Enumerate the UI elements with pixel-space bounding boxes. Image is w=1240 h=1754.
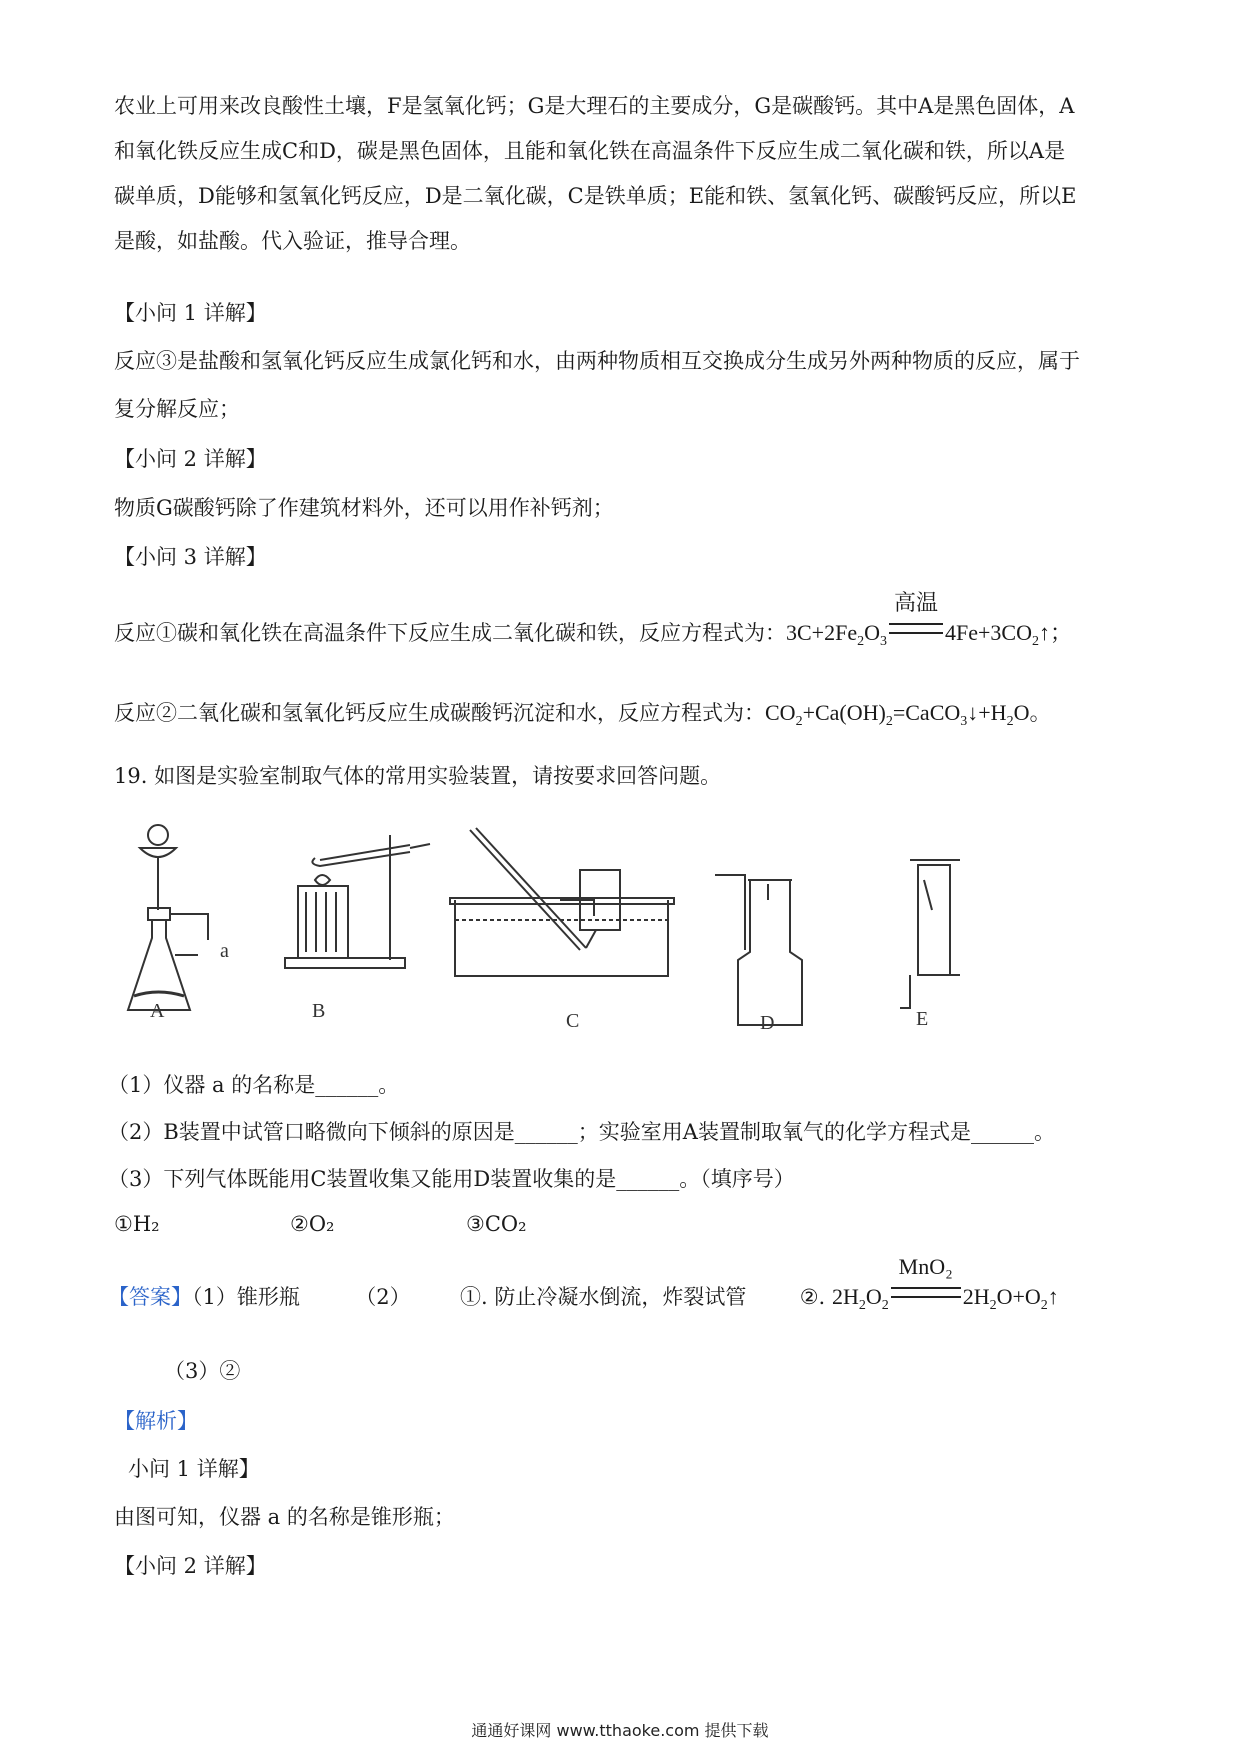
answer-2a: ①. 防止冷凝水倒流，炸裂试管 <box>460 1285 747 1309</box>
option-co2: ③CO₂ <box>466 1212 527 1236</box>
paragraph-line: 和氧化铁反应生成C和D，碳是黑色固体，且能和氧化铁在高温条件下反应生成二氧化碳和铁，所以A是 <box>114 139 1066 163</box>
apparatus-drawing <box>120 800 960 1040</box>
section-heading: 小问 1 详解】 <box>128 1457 260 1481</box>
analysis-tag: 【解析】 <box>114 1409 198 1433</box>
apparatus-label-a: A <box>150 1000 165 1022</box>
apparatus-d-drawing <box>715 875 802 1025</box>
answer-tag: 【答案】 <box>108 1285 192 1309</box>
answer-2b: ②. <box>799 1285 826 1309</box>
section-heading: 【小问 2 详解】 <box>114 447 267 471</box>
option-h2: ①H₂ <box>114 1212 160 1236</box>
pointer-label-a: a <box>220 940 229 962</box>
question-19: 19. 如图是实验室制取气体的常用实验装置，请按要求回答问题。 <box>114 764 722 788</box>
paragraph-line: 碳单质，D能够和氢氧化钙反应，D是二氧化碳，C是铁单质；E能和铁、氢氧化钙、碳酸钙反应，所以E <box>114 184 1077 208</box>
paragraph-line: 复分解反应； <box>114 397 240 421</box>
reaction-1-line <box>114 590 1134 657</box>
apparatus-label-c: C <box>566 1010 580 1032</box>
sub-question-1: （1）仪器 a 的名称是______。 <box>108 1073 400 1097</box>
apparatus-label-e: E <box>916 1008 929 1030</box>
paragraph-line: 农业上可用来改良酸性土壤，F是氢氧化钙；G是大理石的主要成分，G是碳酸钙。其中A是黑色固体，A <box>114 94 1075 118</box>
reaction-2-text: 反应②二氧化碳和氢氧化钙反应生成碳酸钙沉淀和水，反应方程式为： <box>114 701 765 725</box>
paragraph-line: 物质G碳酸钙除了作建筑材料外，还可以用作补钙剂； <box>114 496 614 520</box>
reaction-1-condition: 高温 <box>893 590 938 615</box>
answer-equation: $2H_2O_2$ MnO₂ $2H_2O+O_2↑$ <box>831 1254 1059 1313</box>
apparatus-a-drawing <box>128 825 208 1010</box>
answer-2: （2） <box>355 1285 411 1309</box>
apparatus-c-drawing <box>450 828 674 976</box>
apparatus-figure <box>120 800 960 1040</box>
answer-line <box>108 1254 1128 1321</box>
apparatus-e-drawing <box>900 860 960 1008</box>
section-heading: 【小问 1 详解】 <box>114 301 267 325</box>
paragraph-line: 是酸，如盐酸。代入验证，推导合理。 <box>114 229 471 253</box>
answer-1: （1）锥形瓶 <box>192 1285 300 1309</box>
apparatus-b-drawing <box>285 835 430 968</box>
footer-source: 通通好课网 www.tthaoke.com 提供下载 <box>471 1721 769 1740</box>
section-heading: 【小问 2 详解】 <box>114 1554 267 1578</box>
apparatus-label-d: D <box>760 1012 775 1034</box>
sub-question-3: （3）下列气体既能用C装置收集又能用D装置收集的是______。（填序号） <box>108 1167 795 1191</box>
reaction-2-line <box>114 698 1134 737</box>
reaction-2-equation: $CO_2+Ca(OH)_2=CaCO_3↓+H_2O$。 <box>765 700 1052 729</box>
reaction-1-equation: $3C+2Fe_2O_3$ 高温 $4Fe+3CO_2↑$； <box>786 590 1072 649</box>
paragraph-line: 反应③是盐酸和氢氧化钙反应生成氯化钙和水，由两种物质相互交换成分生成另外两种物质的反应，属于 <box>114 349 1080 373</box>
answer-3: （3）② <box>164 1359 241 1383</box>
option-o2: ②O₂ <box>290 1212 335 1236</box>
answer-condition: MnO₂ <box>898 1254 953 1279</box>
reaction-1-text: 反应①碳和氧化铁在高温条件下反应生成二氧化碳和铁，反应方程式为： <box>114 621 786 645</box>
apparatus-label-b: B <box>312 1000 326 1022</box>
paragraph-line: 由图可知，仪器 a 的名称是锥形瓶； <box>114 1505 455 1529</box>
sub-question-2: （2）B装置中试管口略微向下倾斜的原因是______；实验室用A装置制取氧气的化学方程式是______。 <box>108 1120 1055 1144</box>
section-heading: 【小问 3 详解】 <box>114 545 267 569</box>
